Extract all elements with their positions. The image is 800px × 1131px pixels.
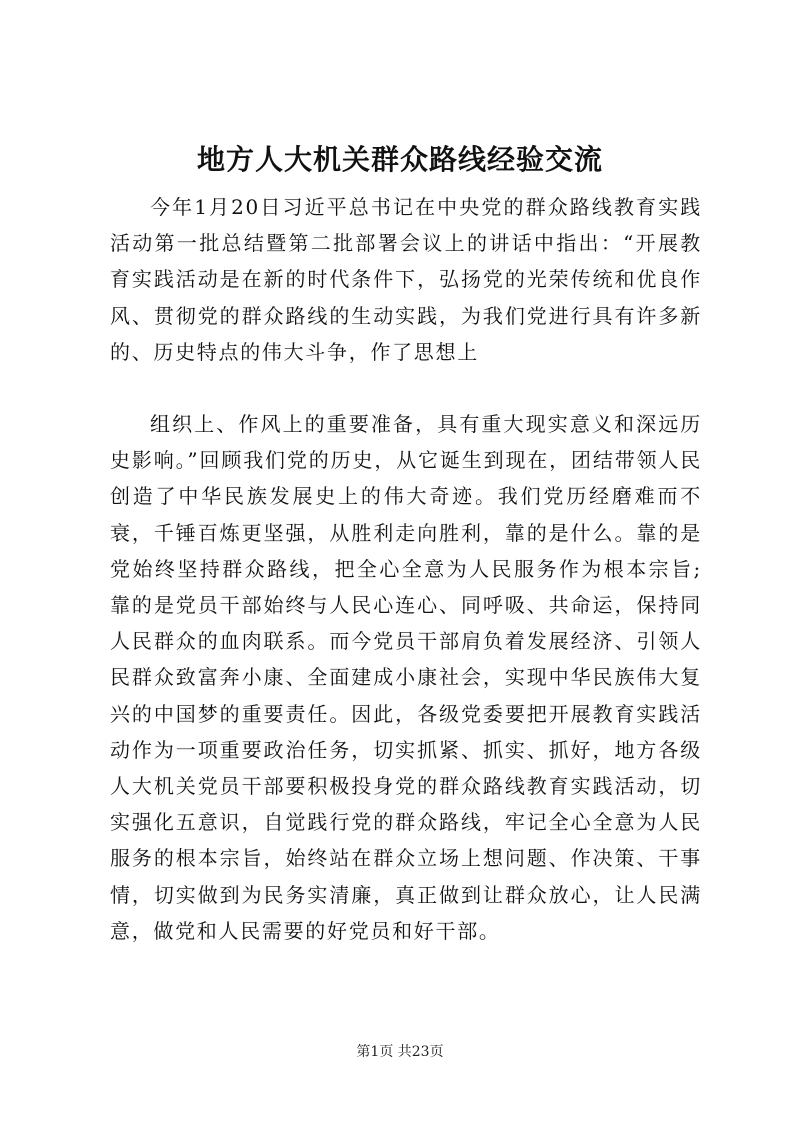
- document-title: 地方人大机关群众路线经验交流: [196, 143, 603, 176]
- paragraph-2: 组织上、作风上的重要准备，具有重大现实意义和深远历史影响。”回顾我们党的历史，从它诞生到现在，团结带领人民创造了中华民族发展史上的伟大奇迹。我们党历经磨难而不衰，千锤百炼更坚强，从胜利走向胜利，靠的是什么。靠的是党始终坚持群众路线，把全心全意为人民服务作为根本宗旨;靠的是党员干部始终与人民心连心、同呼吸、共命运，保持同人民群众的血肉联系。而今党员干部肩负着发展经济、引领人民群众致富奔小康、全面建成小康社会，实现中华民族伟大复兴的中国梦的重要责任。因此，各级党委要把开展教育实践活动作为一项重要政治任务，切实抓紧、抓实、抓好，地方各级人大机关党员干部要积极投身党的群众路线教育实践活动，切实强化五意识，自觉践行党的群众路线，牢记全心全意为人民服务的根本宗旨，始终站在群众立场上想问题、作决策、干事情，切实做到为民务实清廉，真正做到让群众放心，让人民满意，做党和人民需要的好党员和好干部。: [110, 412, 702, 943]
- page-number-label: 第1页 共23页: [356, 1044, 444, 1060]
- paragraph-1: 今年1月20日习近平总书记在中央党的群众路线教育实践活动第一批总结暨第二批部署会议上的讲话中指出：“开展教育实践活动是在新的时代条件下，弘扬党的光荣传统和优良作风、贯彻党的群众路线的生动实践，为我们党进行具有许多新的、历史特点的伟大斗争，作了思想上: [110, 195, 702, 364]
- page-footer: [0, 1042, 800, 1062]
